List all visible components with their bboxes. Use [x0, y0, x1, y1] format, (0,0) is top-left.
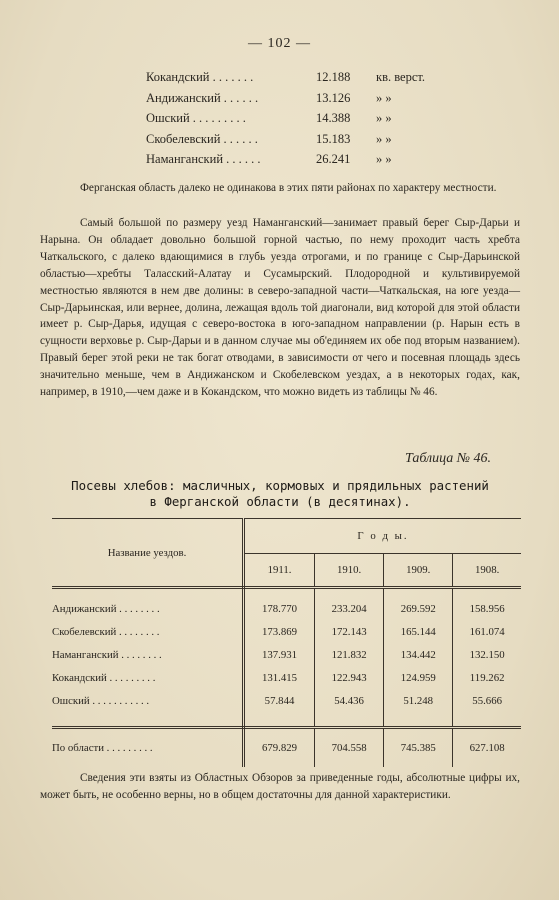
value-cell: 132.150 — [469, 648, 505, 661]
value-cell: 121.832 — [315, 643, 384, 666]
paragraph-intro: Ферганская область далеко не одинакова в этих пяти районах по характеру местности. — [80, 182, 497, 194]
table-row — [52, 666, 521, 689]
total-value-cell: 627.108 — [469, 742, 505, 754]
district-unit: » » — [376, 111, 392, 125]
caption-line: в Ферганской области (в десятинах). — [149, 494, 411, 509]
table-total-row — [52, 728, 521, 768]
value-cell: 124.959 — [384, 666, 453, 689]
district-unit: кв. верст. — [376, 70, 426, 84]
district-area-list — [146, 67, 446, 170]
value-cell: 134.442 — [384, 643, 453, 666]
table-row — [52, 588, 521, 621]
district-name-cell: Кокандский . . . . . . . . . — [52, 666, 244, 689]
total-value-cell: 704.558 — [315, 728, 384, 768]
page-number: — 102 — — [248, 36, 311, 51]
district-unit: » » — [376, 90, 392, 105]
district-row — [146, 67, 446, 88]
value-cell: 137.931 — [244, 643, 315, 666]
district-unit: » » — [376, 152, 392, 166]
district-name-cell: Наманганский . . . . . . . . — [52, 643, 244, 666]
district-row — [146, 88, 446, 109]
district-column-header: Название уездов. — [52, 519, 244, 588]
district-name: Наманганский . . . . . . — [146, 152, 261, 166]
district-row — [146, 129, 446, 150]
district-name-cell: Ошский . . . . . . . . . . . — [52, 689, 244, 712]
district-name: Кокандский . . . . . . . — [146, 70, 254, 84]
value-cell: 173.869 — [244, 620, 315, 643]
table-row — [52, 689, 521, 712]
district-name: Андижанский . . . . . . — [146, 90, 259, 105]
year-header: 1910. — [315, 554, 384, 588]
paragraph-source-note: Сведения эти взяты из Областных Обзоров за приведенные годы, абсолютные цифры их, может быть, не особенно верны, но в общем достаточны для данной характеристики. — [40, 772, 520, 801]
value-cell: 131.415 — [244, 666, 315, 689]
district-name-cell: Скобелевский . . . . . . . . — [52, 620, 244, 643]
value-cell: 172.143 — [315, 620, 384, 643]
year-header: 1909. — [384, 554, 453, 588]
total-value-cell: 745.385 — [384, 728, 453, 768]
district-area: 13.126 — [316, 90, 351, 105]
district-row — [146, 149, 446, 170]
table-number: Таблица № 46. — [405, 451, 491, 466]
value-cell: 57.844 — [244, 689, 315, 712]
value-cell: 158.956 — [469, 602, 505, 615]
paragraph-namangan: Самый большой по размеру уезд Наманганский—занимает правый берег Сыр-Дарьи и Нарына. Он обладает довольно большой горной частью, по нему проходит часть хребта Чаткальского, с далеко вдающимися в глубь уезда отрогами, и по границе с Сыр-Дарьинской областью—хребты Таласский-Алатау и Сусамырский. Плодородной и культивируемой местностью являются в нем две долины: в северо-западной части—Чаткальская, на юге уезда—Сыр-Дарьинская, или вернее, долина, лежащая вдоль той диагонали, вид которой для этой области имеет р. Сыр-Дарья, идущая с северо-востока в юго-западном направлении (р. Нарын есть в сущности верховье р. Сыр-Дарьи и в данном случае мы об'единяем их обе под вторым названием). Правый берег этой реки не так богат отводами, в зависимости от чего и посевная площадь здесь значительно меньше, чем в Андижанском и Скобелевском уездах, а в некоторых годах, как, например, в 1910,—чем даже и в Кокандском, что можно видеть из таблицы № 46. — [40, 217, 520, 399]
table-row — [52, 620, 521, 643]
value-cell: 55.666 — [472, 694, 502, 707]
year-header: 1911. — [244, 554, 315, 588]
district-name-cell: Андижанский . . . . . . . . — [52, 588, 244, 621]
year-header: 1908. — [453, 554, 521, 588]
district-unit: » » — [376, 131, 392, 146]
years-header: Г о д ы. — [244, 519, 522, 554]
value-cell: 178.770 — [244, 588, 315, 621]
district-area: 12.188 — [316, 70, 351, 84]
district-area: 15.183 — [316, 131, 351, 146]
total-value-cell: 679.829 — [244, 728, 315, 768]
value-cell: 161.074 — [469, 625, 505, 638]
district-area: 26.241 — [316, 152, 351, 166]
value-cell: 165.144 — [384, 620, 453, 643]
value-cell: 119.262 — [469, 671, 505, 684]
district-area: 14.388 — [316, 111, 351, 125]
value-cell: 269.592 — [384, 588, 453, 621]
value-cell: 122.943 — [315, 666, 384, 689]
district-name: Скобелевский . . . . . . — [146, 131, 258, 146]
value-cell: 233.204 — [315, 588, 384, 621]
crop-area-table — [52, 518, 521, 767]
table-spacer-row — [52, 712, 521, 728]
table-header-row — [52, 519, 521, 554]
district-name: Ошский . . . . . . . . . — [146, 111, 246, 125]
value-cell: 51.248 — [384, 689, 453, 712]
caption-line: Посевы хлебов: масличных, кормовых и прядильных растений — [71, 478, 489, 493]
table-row — [52, 643, 521, 666]
total-label-cell: По области . . . . . . . . . — [52, 728, 244, 768]
district-row — [146, 108, 446, 129]
table-caption — [30, 478, 530, 510]
value-cell: 54.436 — [315, 689, 384, 712]
